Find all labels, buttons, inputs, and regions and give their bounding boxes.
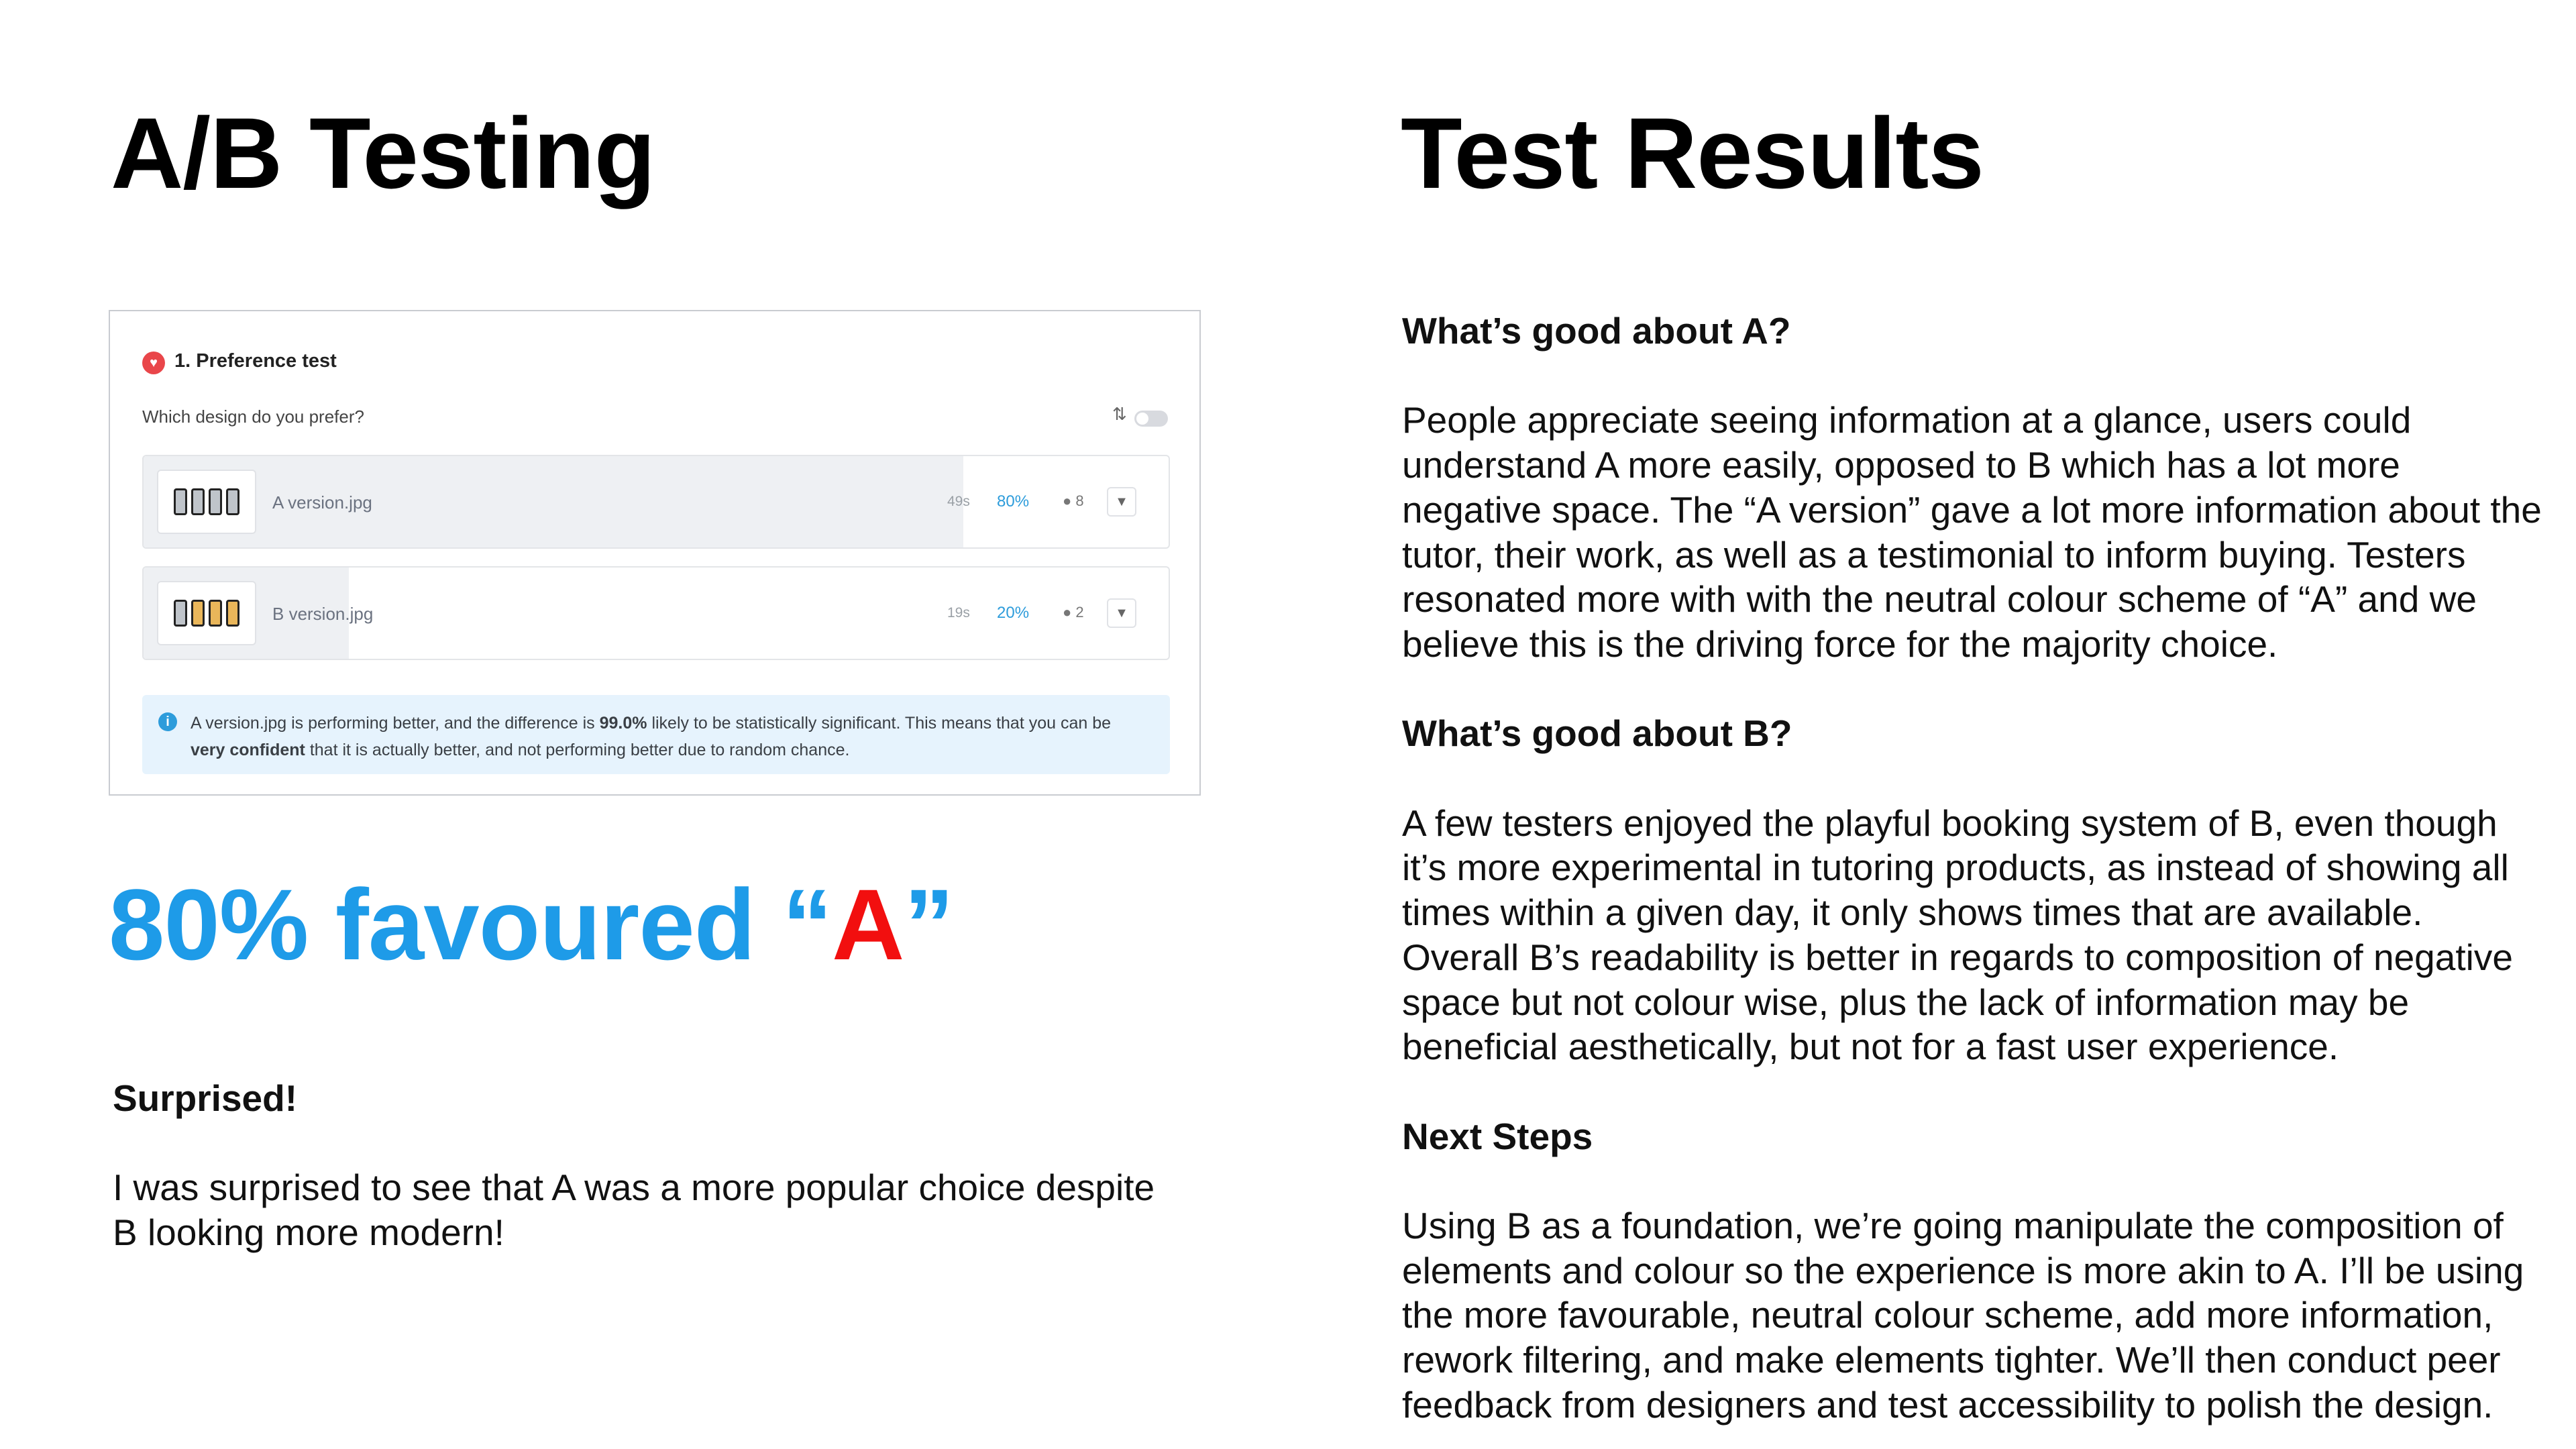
filter-icon: ▼ [1115, 606, 1128, 621]
result-headline: 80% favoured “A” [109, 868, 954, 981]
filter-button[interactable] [1107, 487, 1136, 517]
user-icon: ● [1063, 492, 1072, 509]
filter-button[interactable] [1107, 598, 1136, 628]
option-time: 19s [947, 605, 970, 621]
option-row-b[interactable] [142, 566, 1170, 660]
section-body: A few testers enjoyed the playful booking system of B, even though it’s more experimental in tutoring products, as instead of showing all times within a given day, it only shows times that are available. Overall B’s readability is better in regards to composition of negative space but not colour wise, plus the lack of information may be beneficial aesthetically, but not for a fast user experience. [1402, 802, 2513, 1068]
option-user-count: 2 [1075, 604, 1084, 621]
option-thumbnail [157, 470, 256, 534]
heart-icon: ♥ [142, 352, 165, 374]
page-title-ab-testing: A/B Testing [111, 97, 655, 209]
option-percent: 20% [997, 604, 1030, 622]
test-title: 1. Preference test [174, 350, 337, 372]
option-name: B version.jpg [272, 604, 374, 624]
option-thumbnail [157, 581, 256, 645]
filter-icon: ▼ [1115, 494, 1128, 509]
section-heading: Next Steps [1402, 1115, 1593, 1157]
sort-icon[interactable]: ⇅ [1112, 404, 1127, 424]
user-icon: ● [1063, 604, 1072, 621]
option-percent: 80% [997, 492, 1030, 511]
option-users [1063, 492, 1084, 510]
option-share-bar [144, 456, 963, 547]
section-heading: What’s good about B? [1402, 712, 1792, 755]
section-next-steps [1402, 1114, 2542, 1428]
section-heading: What’s good about A? [1402, 310, 1791, 352]
surprised-note [113, 1076, 1186, 1255]
option-user-count: 8 [1075, 492, 1084, 509]
significance-info-box: i A version.jpg is performing better, and the difference is 99.0% likely to be statistically significant. This means that you can be very confident that it is actually better, and not performing better due to random chance. [142, 695, 1170, 774]
note-body: I was surprised to see that A was a more popular choice despite B looking more modern! [113, 1167, 1155, 1254]
section-good-about-a [1402, 309, 2542, 667]
note-heading: Surprised! [113, 1077, 298, 1119]
test-question: Which design do you prefer? [142, 407, 364, 427]
results-sections [1402, 309, 2542, 1428]
option-time: 49s [947, 494, 970, 509]
option-users [1063, 604, 1084, 621]
section-body: People appreciate seeing information at a glance, users could understand A more easily, opposed to B which has a lot more negative space. The “A version” gave a lot more information about the tutor, their work, as well as a testimonial to inform buying. Testers resonated more with with the neutral colour scheme of “A” and we believe this is the driving force for the majority choice. [1402, 399, 2542, 665]
toggle-switch[interactable] [1134, 411, 1168, 427]
option-row-a[interactable] [142, 455, 1170, 549]
info-icon: i [158, 712, 177, 731]
result-winner-letter: A [832, 868, 904, 981]
option-name: A version.jpg [272, 492, 372, 513]
page-title-test-results: Test Results [1401, 97, 1984, 209]
section-good-about-b [1402, 711, 2542, 1069]
preference-test-screenshot [109, 310, 1201, 796]
section-body: Using B as a foundation, we’re going manipulate the composition of elements and colour so the experience is more akin to A. I’ll be using the more favourable, neutral colour scheme, add more information, rework filtering, and make elements tighter. We’ll then conduct peer feedback from designers and test accessibility to polish the design. [1402, 1204, 2524, 1426]
